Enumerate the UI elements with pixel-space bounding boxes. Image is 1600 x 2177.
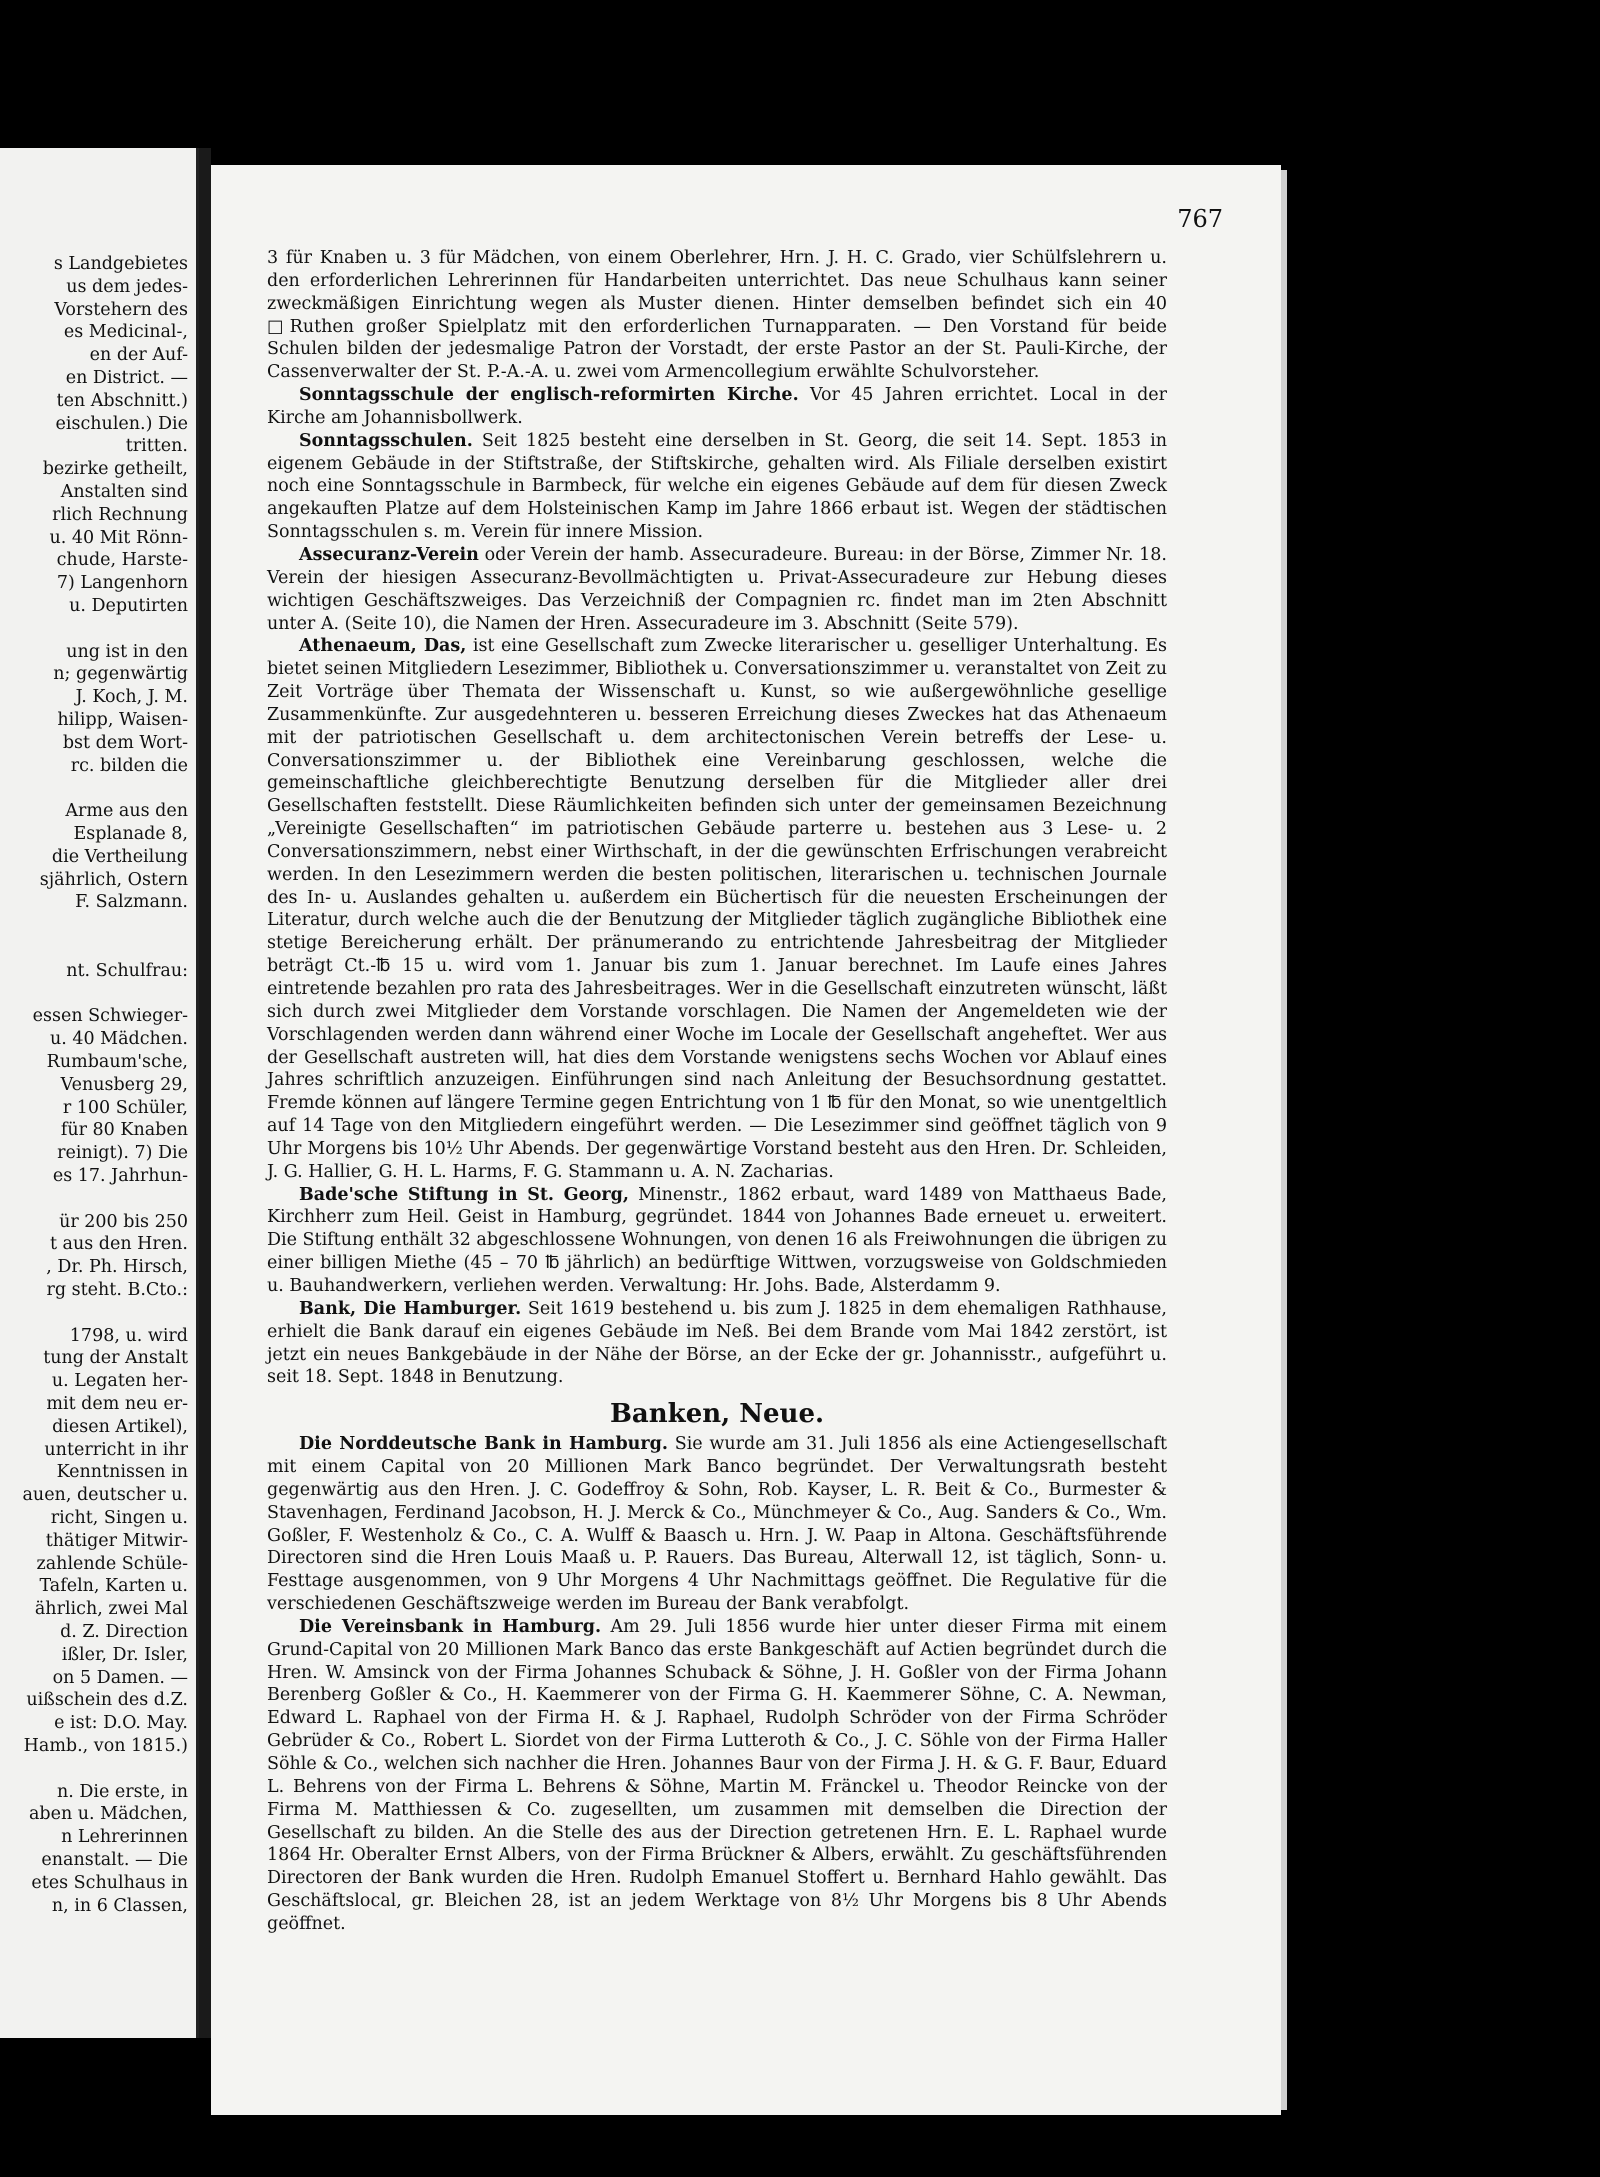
- left-page-line: Esplanade 8,: [73, 824, 188, 844]
- left-page-line: n Lehrerinnen: [61, 1827, 188, 1848]
- left-page-line: richt, Singen u.: [50, 1508, 188, 1528]
- left-page-line: auen, deutscher u.: [22, 1485, 188, 1506]
- entry-title: Sonntagsschule der englisch-reformirten Kirche.: [299, 385, 799, 406]
- left-page-line: rlich Rechnung: [52, 504, 188, 525]
- left-page-line: essen Schwieger-: [32, 1006, 188, 1027]
- left-page-line: 7) Langenhorn: [56, 573, 188, 594]
- left-page-line: die Vertheilung: [51, 846, 188, 867]
- left-page-line: zahlende Schüle-: [36, 1553, 188, 1574]
- left-page-line: s Landgebietes: [53, 254, 188, 274]
- entry-text: ist eine Gesellschaft zum Zwecke literarischer u. geselliger Unterhaltung. Es bietet seinen Mitgliedern Lesezimmer, Bibliothek u. Conversationszimmer u. veranstaltet von Zeit zu Zeit Vorträge über Themata der Wissenschaft u. Kunst, so wie außergewöhnliche gesellige Zusammenkünfte. Zur ausgedehnteren u. besseren Erreichung dieses Zweckes hat das Athenaeum mit der patriotischen Gesellschaft u. dem architectonischen Verein betreffs der Lese- u. Conversationszimmer u. der Bibliothek eine Vereinbarung geschlossen, welche die gemeinschaftliche gleichberechtigte Benutzung derselben für die Mitglieder aller drei Gesellschaften feststellt. Diese Räumlichkeiten befinden sich unter der gemeinsamen Bezeichnung „Vereinigte Gesellschaften“ im patriotischen Gebäude parterre u. bestehen aus 3 Lese- u. 2 Conversationszimmern, nebst einer Wirthschaft, in der die gewünschten Erfrischungen verabreicht werden. In den Lesezimmern werden die besten politischen, literarischen u. technischen Journale des In- u. Auslandes gehalten u. außerdem ein Büchertisch für die neuesten Erscheinungen der Literatur, durch welche auch die der Benutzung der Mitglieder täglich zugängliche Bibliothek eine stetige Bereicherung erhält. Der pränumerando zu entrichtende Jahresbeitrag der Mitglieder beträgt Ct.-℔ 15 u. wird vom 1. Januar bis zum 1. Januar berechnet. Im Laufe eines Jahres eintretende bezahlen pro rata des Jahresbeitrages. Wer in die Gesellschaft einzutreten wünscht, läßt sich durch zwei Mitglieder dem Vorstande vorschlagen. Die Namen der Angemeldeten wie der Vorschlagenden werden dann während einer Woche im Locale der Gesellschaft angeheftet. Wer aus der Gesellschaft austreten will, hat dies dem Vorstande wenigstens sechs Wochen vor Ablauf eines Jahres schriftlich anzuzeigen. Einführungen sind nach Anleitung der Besuchsordnung gestattet. Fremde können auf längere Termine gegen Entrichtung von 1 ℔ für den Monat, so wie unentgeltlich auf 14 Tage von den Mitgliedern eingeführt werden. — Die Lesezimmer sind geöffnet täglich von 9 Uhr Morgens bis 10½ Uhr Abends. Der gegenwärtige Vorstand besteht aus den Hren. Dr. Schleiden, J. G. Hallier, G. H. L. Harms, F. G. Stammann u. A. N. Zacharias.: [267, 636, 1167, 1182]
- left-page-line: rg steht. B.Cto.:: [46, 1280, 188, 1300]
- entry-athenaeum: [267, 635, 1167, 1183]
- left-page-line: u. Legaten her-: [51, 1371, 188, 1392]
- left-page-fragment: [0, 148, 199, 2038]
- left-page-line: tritten.: [125, 436, 188, 457]
- left-page-line: e ist: D.O. May.: [54, 1713, 188, 1734]
- left-page-line: Anstalten sind: [60, 482, 188, 502]
- left-page-line: Tafeln, Karten u.: [39, 1576, 188, 1597]
- left-page-line: es Medicinal-,: [63, 322, 188, 343]
- left-page-line: u. Deputirten: [69, 596, 188, 616]
- left-page-line: ür 200 bis 250: [59, 1211, 188, 1232]
- left-page-line: aben u. Mädchen,: [28, 1804, 188, 1825]
- entry-badesche-stiftung: [267, 1184, 1167, 1298]
- left-page-line: unterricht in ihr: [44, 1439, 188, 1460]
- left-page-line: eischulen.) Die: [55, 413, 188, 434]
- left-page-line: rc. bilden die: [70, 755, 188, 776]
- entry-title: Bank, Die Hamburger.: [299, 1298, 522, 1319]
- entry-title: Assecuranz-Verein: [299, 544, 479, 565]
- left-page-line: F. Salzmann.: [75, 892, 188, 913]
- left-page-line: ung ist in den: [66, 641, 188, 662]
- left-page-line: t aus den Hren.: [49, 1234, 188, 1255]
- left-page-line: Rumbaum'sche,: [46, 1052, 188, 1072]
- left-page-line: r 100 Schüler,: [62, 1097, 188, 1118]
- left-page-line: u. 40 Mädchen.: [49, 1029, 188, 1050]
- left-page-line: d. Z. Direction: [60, 1622, 188, 1642]
- left-page-line: us dem jedes-: [66, 276, 188, 297]
- entry-title: Die Norddeutsche Bank in Hamburg.: [299, 1434, 668, 1455]
- entry-title: Athenaeum, Das,: [299, 636, 467, 657]
- page-number: 767: [1177, 205, 1223, 233]
- left-page-line: hilipp, Waisen-: [57, 710, 188, 730]
- entry-bank-hamburger: [267, 1298, 1167, 1389]
- left-page-line: bezirke getheilt,: [42, 459, 188, 480]
- left-page-line: en der Auf-: [89, 345, 188, 366]
- left-page-line: J. Koch, J. M.: [75, 687, 188, 708]
- entry-text: Seit 1825 besteht eine derselben in St. Georg, die seit 14. Sept. 1853 in eigenem Gebäude in der Stiftstraße, der Stiftskirche, gehalten wird. Als Filiale derselben existirt noch eine Sonntagsschule in Barmbeck, für welche ein eigenes Gebäude auf dem für diesen Zweck angekauften Platze auf dem Holsteinischen Kamp im Jahre 1866 erbaut ist. Wegen der städtischen Sonntagsschulen s. m. Verein für innere Mission.: [267, 430, 1167, 543]
- entry-text: Minenstr., 1862 erbaut, ward 1489 von Matthaeus Bade, Kirchherr zum Heil. Geist in Hamburg, gegründet. 1844 von Johannes Bade erneuet u. erweitert. Die Stiftung enthält 32 abgeschlossene Wohnungen, von denen 16 als Freiwohnungen die übrigen zu einer billigen Miethe (45 – 70 ℔ jährlich) an bedürftige Wittwen, vorzugsweise von Goldschmieden u. Bauhandwerkern, verliehen werden. Verwaltung: Hr. Johs. Bade, Alsterdamm 9.: [267, 1184, 1167, 1296]
- left-page-line: en District. —: [65, 368, 188, 388]
- page-edge: [1281, 170, 1287, 2110]
- left-page-line: Arme aus den: [65, 801, 188, 822]
- entry-assecuranz-verein: [267, 544, 1167, 635]
- left-page-line: Vorstehern des: [54, 299, 188, 320]
- left-page-line: mit dem neu er-: [46, 1394, 188, 1414]
- left-page-line: diesen Artikel),: [52, 1416, 188, 1437]
- entry-text: Seit 1619 bestehend u. bis zum J. 1825 in dem ehemaligen Rathhause, erhielt die Bank darauf ein eigenes Gebäude im Neß. Bei dem Brande vom Mai 1842 zerstört, ist jetzt ein neues Bankgebäude in der Nähe der Börse, an der Ecke der gr. Johannisstr., aufgeführt u. seit 18. Sept. 1848 in Benutzung.: [267, 1298, 1167, 1388]
- left-page-line: sjährlich, Ostern: [39, 869, 188, 890]
- left-page-line: es 17. Jahrhun-: [52, 1166, 188, 1186]
- section-heading: Banken, Neue.: [609, 1399, 825, 1430]
- left-page-line: ährlich, zwei Mal: [34, 1599, 188, 1620]
- entry-text: Sie wurde am 31. Juli 1856 als eine Actiengesellschaft mit einem Capital von 20 Millionen Mark Banco begründet. Der Verwaltungsrath besteht gegenwärtig aus den Hren. J. C. Godeffroy & Sohn, Rob. Kayser, L. R. Beit & Co., Burmester & Stavenhagen, Ferdinand Jacobson, H. J. Merck & Co., Münchmeyer & Co., Aug. Sanders & Co., Wm. Goßler, F. Westenholz & Co., C. A. Wulff & Baasch u. Hrn. J. W. Paap in Altona. Geschäftsführende Directoren sind die Hren Louis Maaß u. P. Rauers. Das Bureau, Alterwall 12, ist täglich, Sonn- u. Festtage ausgenommen, von 9 Uhr Morgens 4 Uhr Nachmittags geöffnet. Die Regulative für die verschiedenen Geschäftszweige werden im Bureau der Bank verabfolgt.: [267, 1434, 1167, 1615]
- page-body: [267, 247, 1167, 1936]
- left-page-line: n; gegenwärtig: [53, 664, 188, 685]
- entry-text: oder Verein der hamb. Assecuradeure. Bureau: in der Börse, Zimmer Nr. 18. Verein der hiesigen Assecuranz-Bevollmächtigten u. Privat-Assecuradeure zur Hebung dieses wichtigen Geschäftszweiges. Das Verzeichniß der Compagnien rc. findet man im 2ten Abschnitt unter A. (Seite 10), die Namen der Hren. Assecuradeure im 3. Abschnitt (Seite 579).: [267, 544, 1167, 634]
- entry-title: Sonntagsschulen.: [299, 430, 473, 451]
- left-page-line: ten Abschnitt.): [56, 390, 188, 411]
- left-page-line: reinigt). 7) Die: [57, 1143, 188, 1164]
- left-page-line: 1798, u. wird: [69, 1325, 188, 1346]
- book-gutter: [199, 148, 211, 2038]
- left-page-line: , Dr. Ph. Hirsch,: [46, 1257, 188, 1278]
- entry-vereinsbank: [267, 1616, 1167, 1936]
- left-page-line: Venusberg 29,: [60, 1074, 188, 1095]
- left-page-line: ißler, Dr. Isler,: [61, 1644, 188, 1665]
- entry-text: Vor 45 Jahren errichtet. Local in der Kirche am Johannisbollwerk.: [267, 385, 1168, 428]
- left-page-line: n. Die erste, in: [56, 1781, 188, 1802]
- entry-title: Die Vereinsbank in Hamburg.: [299, 1616, 602, 1637]
- entry-sonntagsschule-englisch: [267, 384, 1167, 430]
- left-page-line: Hamb., von 1815.): [23, 1736, 188, 1756]
- left-page-line: Kenntnissen in: [56, 1462, 188, 1483]
- entry-sonntagsschulen: [267, 430, 1167, 544]
- entry-text: Am 29. Juli 1856 wurde hier unter dieser Firma mit einem Grund-Capital von 20 Millionen Mark Banco das erste Bankgeschäft auf Actien begründet durch die Hren. W. Amsinck von der Firma Johannes Schuback & Söhne, J. H. Goßler von der Firma Johann Berenberg Goßler & Co., H. Kaemmerer von der Firma G. H. Kaemmerer Söhne, C. A. Newman, Edward L. Raphael von der Firma H. & J. Raphael, Rudolph Schröder von der Firma Schröder Gebrüder & Co., Robert L. Siordet von der Firma Lutteroth & Co., J. C. Söhle von der Firma Haller Söhle & Co., welchen sich nachher die Hren. Johannes Baur von der Firma J. H. & G. F. Baur, Eduard L. Behrens von der Firma L. Behrens & Söhne, Martin M. Fränckel u. Theodor Reincke von der Firma M. Matthiessen & Co. zugesellten, um zusammen mit demselben die Direction der Gesellschaft zu bilden. An die Stelle des aus der Direction getretenen Hrn. E. L. Raphael wurde 1864 Hr. Oberalter Ernst Albers, von der Firma Brückner & Albers, erwählt. Zu geschäftsführenden Directoren der Bank wurden die Hren. Rudolph Emanuel Stoffert u. Bernhard Hahlo gewählt. Das Geschäftslocal, gr. Bleichen 28, ist an jedem Werktage von 8½ Uhr Morgens bis 8 Uhr Abends geöffnet.: [267, 1616, 1167, 1934]
- left-page-line: on 5 Damen. —: [52, 1667, 188, 1688]
- entry-title: Bade'sche Stiftung in St. Georg,: [299, 1184, 629, 1205]
- left-page-line: enanstalt. — Die: [41, 1850, 188, 1870]
- left-page-line: n, in 6 Classen,: [51, 1895, 188, 1916]
- left-page-line: etes Schulhaus in: [31, 1872, 188, 1893]
- left-page-line: chude, Harste-: [56, 550, 188, 571]
- entry-norddeutsche-bank: [267, 1433, 1167, 1616]
- left-page-line: bst dem Wort-: [62, 732, 188, 753]
- left-page-line: tung der Anstalt: [43, 1348, 188, 1369]
- left-page-line: für 80 Knaben: [60, 1120, 188, 1141]
- left-page-line: nt. Schulfrau:: [66, 960, 188, 981]
- left-page-line: thätiger Mitwir-: [45, 1530, 188, 1551]
- left-page-line: u. 40 Mit Rönn-: [49, 527, 188, 548]
- intro-paragraph: 3 für Knaben u. 3 für Mädchen, von einem Oberlehrer, Hrn. J. H. C. Grado, vier Schülfslehrern u. den erforderlichen Lehrerinnen für Handarbeiten unterrichtet. Das neue Schulhaus kann seiner zweckmäßigen Einrichtung wegen als Muster dienen. Hinter demselben befindet sich ein 40 □Ruthen großer Spielplatz mit den erforderlichen Turnapparaten. — Den Vorstand für beide Schulen bilden der jedesmalige Patron der Vorstadt, der erste Pastor an der St. Pauli-Kirche, der Cassenverwalter der St. P.-A.-A. u. zwei vom Armencollegium erwählte Schulvorsteher.: [267, 248, 1167, 383]
- left-page-line: uißschein des d.Z.: [26, 1690, 188, 1711]
- right-page: [211, 165, 1281, 2115]
